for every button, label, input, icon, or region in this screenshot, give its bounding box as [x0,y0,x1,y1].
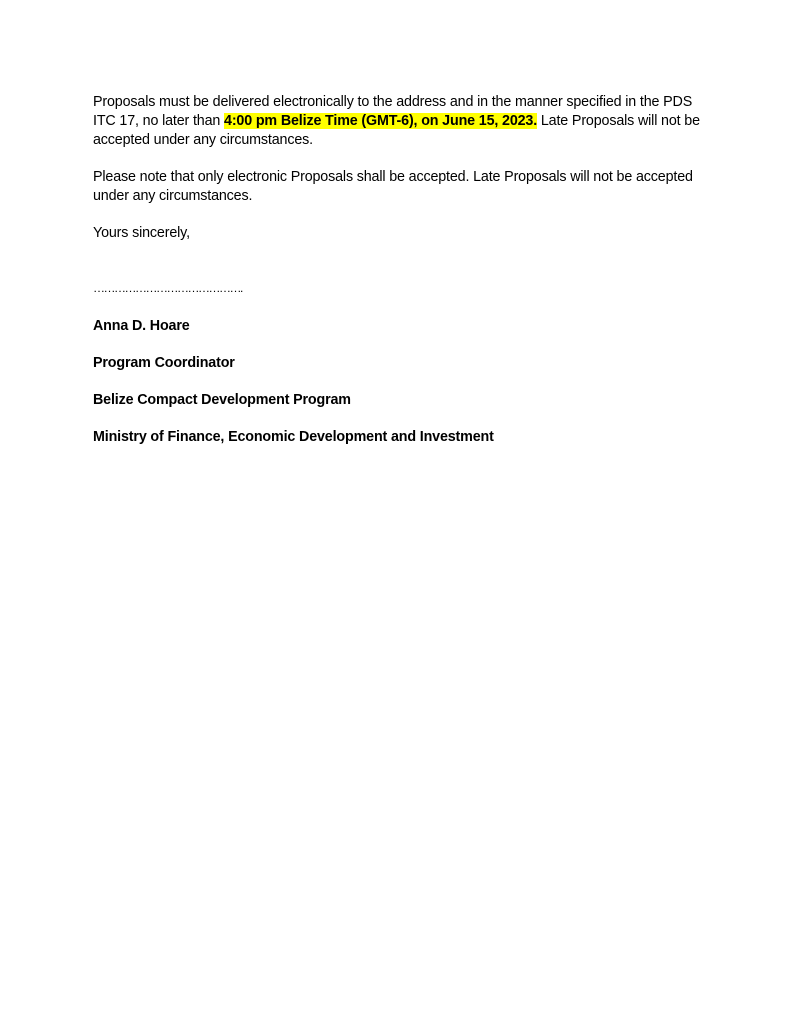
submission-deadline-paragraph [93,93,703,150]
paragraph-1-text-before: Proposals must be delivered electronically to the address and in the manner specified in the PDS ITC 17, no later than [93,94,693,129]
signature-line: ……………………………………. [93,281,242,295]
signatory-name: Anna D. Hoare [93,318,190,334]
letter-body [93,93,703,465]
signatory-program: Belize Compact Development Program [93,392,351,408]
closing-salutation: Yours sincerely, [93,225,190,241]
electronic-proposals-paragraph: Please note that only electronic Proposals shall be accepted. Late Proposals will not be accepted under any circumstances. [93,169,693,204]
deadline-highlight: 4:00 pm Belize Time (GMT-6), on June 15, 2023. [224,113,538,129]
signatory-title: Program Coordinator [93,355,235,371]
signature-block [93,317,703,447]
paragraph-1-text-after: Late Proposals will not be accepted under any circumstances. [93,113,700,148]
signatory-ministry: Ministry of Finance, Economic Development and Investment [93,429,494,445]
